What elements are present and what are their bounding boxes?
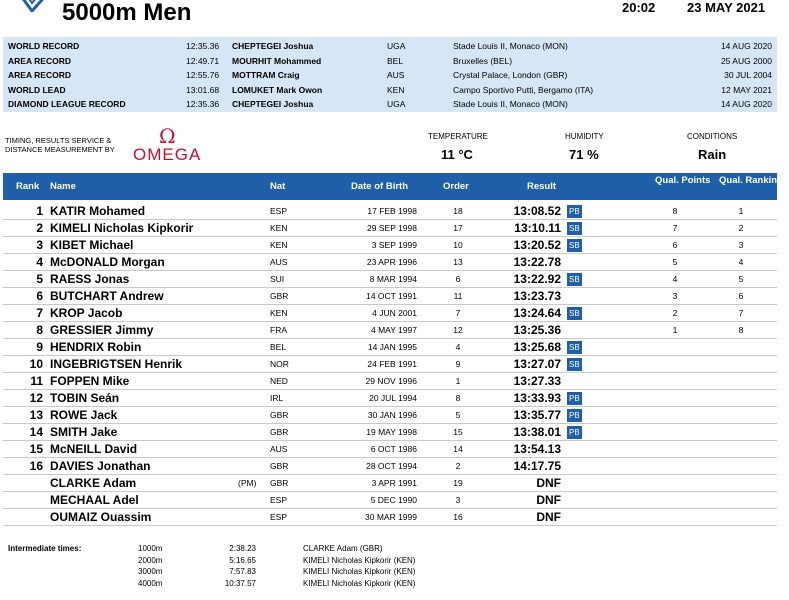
table-row [3,271,777,288]
record-row [3,39,777,53]
athlete-nat: GBR [270,427,289,437]
record-badge: SB [569,309,580,318]
result-rank: 6 [36,289,43,303]
start-order: 18 [453,206,463,216]
athlete-dob: 30 JAN 1996 [367,410,417,420]
table-row [3,220,777,237]
athlete-dob: 4 MAY 1997 [371,325,417,335]
athlete-name: GRESSIER Jimmy [50,323,154,337]
start-order: 14 [453,444,463,454]
table-row [3,390,777,407]
temperature-value: 11 °C [441,147,473,162]
record-badge: SB [569,241,580,250]
result-time: 13:22.78 [513,255,561,269]
table-row [3,356,777,373]
split-time: 10:37.57 [224,578,256,588]
timing-credit-line1: TIMING, RESULTS SERVICE & [5,136,112,145]
athlete-name: McDONALD Morgan [50,255,165,269]
table-row [3,492,777,509]
result-time: 13:08.52 [513,204,561,218]
result-rank: 12 [29,391,43,405]
record-venue: Stade Louis II, Monaco (MON) [453,99,568,109]
qual-ranking: 6 [738,291,744,301]
records-panel [3,37,777,112]
qual-points: 6 [672,240,678,250]
athlete-nat: AUS [270,257,288,267]
record-nat: UGA [387,99,406,109]
record-badge: PB [569,411,580,420]
humidity-label: HUMIDITY [565,132,604,141]
header-qual-ranking: Qual. Ranking [719,175,783,186]
result-rank: 11 [30,374,43,388]
athlete-nat: KEN [270,240,288,250]
qual-points: 7 [672,223,678,233]
humidity-value: 71 % [569,147,599,162]
record-category: WORLD RECORD [8,41,80,51]
result-rank: 1 [36,204,43,218]
record-category: AREA RECORD [8,55,71,66]
result-rank: 5 [36,272,43,286]
table-row [3,475,777,492]
split-leader: KIMELI Nicholas Kipkorir (KEN) [303,555,416,565]
header-qual-points: Qual. Points [655,175,711,186]
result-time: 13:25.68 [513,340,561,354]
athlete-dob: 3 SEP 1999 [371,240,417,250]
table-row [3,458,777,475]
omega-brand: OMEGA [133,145,202,164]
qual-points: 3 [672,291,678,301]
record-time: 12:55.76 [186,70,220,80]
result-time: 13:38.01 [513,425,561,439]
split-leader: CLARKE Adam (GBR) [303,544,383,553]
header-rank: Rank [16,181,40,192]
result-time: 13:20.52 [513,238,561,252]
athlete-dob: 8 MAR 1994 [369,274,417,284]
table-row [3,509,777,526]
result-rank: 16 [29,459,43,473]
athlete-nat: GBR [270,461,289,471]
qual-points: 8 [672,206,678,216]
intermediate-times-label: Intermediate times: [8,544,82,553]
start-order: 11 [453,291,463,301]
athlete-nat: SUI [270,274,285,284]
athlete-name: INGEBRIGTSEN Henrik [50,357,183,371]
table-row [3,407,777,424]
record-time: 13:01.68 [186,84,220,95]
record-row [3,68,777,82]
record-badge: SB [569,224,580,233]
athlete-nat: FRA [270,325,287,335]
record-time: 12:35.36 [186,41,220,51]
timing-credit-line2: DISTANCE MEASUREMENT BY [5,145,115,154]
header-dob: Date of Birth [351,181,408,192]
athlete-dob: 19 MAY 1998 [366,427,417,437]
record-nat: UGA [387,41,406,51]
athlete-name: KIBET Michael [50,238,134,252]
result-rank: 2 [36,221,43,235]
table-row [3,288,777,305]
result-time: 13:33.93 [513,391,561,405]
header-nat: Nat [270,181,286,192]
athlete-nat: KEN [270,308,288,318]
diamond-league-logo-icon [20,0,50,12]
start-order: 2 [455,461,461,471]
conditions-label: CONDITIONS [687,132,738,141]
record-badge: SB [569,360,580,369]
athlete-dob: 14 OCT 1991 [366,291,417,301]
result-rank: 8 [36,323,43,337]
record-holder: CHEPTEGEI Joshua [232,41,314,51]
conditions-value: Rain [698,147,727,162]
athlete-name: BUTCHART Andrew [50,289,164,303]
result-time: 13:27.33 [513,374,561,388]
record-holder: LOMUKET Mark Owon [232,84,323,95]
athlete-nat: NOR [270,359,289,369]
athlete-name: TOBIN Seán [50,391,120,405]
record-time: 12:35.36 [186,99,220,109]
athlete-dob: 14 JAN 1995 [367,342,417,352]
start-order: 12 [453,325,463,335]
qual-points: 2 [672,308,678,318]
athlete-dob: 3 APR 1991 [371,478,417,488]
record-holder: MOTTRAM Craig [232,70,300,80]
qual-ranking: 3 [738,240,744,250]
start-order: 16 [453,512,463,522]
qual-ranking: 7 [738,308,744,318]
record-badge: PB [569,207,580,216]
result-rank: 4 [36,255,43,269]
result-time: 13:24.64 [513,306,561,320]
record-nat: AUS [387,70,405,80]
athlete-name: KATIR Mohamed [50,204,146,218]
result-rank: 3 [36,238,43,252]
record-category: WORLD LEAD [8,84,66,95]
results-table-header [3,173,783,200]
start-order: 19 [453,478,463,488]
table-row [3,305,777,322]
athlete-name: FOPPEN Mike [50,374,130,388]
result-time: DNF [536,476,561,490]
athlete-nat: NED [270,376,288,386]
athlete-nat: KEN [270,223,288,233]
athlete-name: DAVIES Jonathan [50,459,151,473]
result-rank: 13 [29,408,43,422]
athlete-nat: IRL [270,393,284,403]
athlete-name: KIMELI Nicholas Kipkorir [50,221,194,235]
result-time: 13:35.77 [513,408,561,422]
athlete-dob: 23 APR 1996 [366,257,417,267]
qual-points: 4 [672,274,678,284]
athlete-dob: 29 NOV 1996 [365,376,417,386]
athlete-dob: 30 MAR 1999 [365,512,417,522]
split-leader: KIMELI Nicholas Kipkorir (KEN) [303,567,416,576]
athlete-name: ROWE Jack [50,408,118,422]
event-date: 23 MAY 2021 [687,0,766,15]
result-rank: 9 [36,340,43,354]
athlete-nat: ESP [270,495,288,505]
result-time: DNF [536,493,561,507]
event-time: 20:02 [622,0,656,15]
table-row [3,203,777,220]
athlete-dob: 5 DEC 1990 [370,495,417,505]
result-time: 13:27.07 [513,357,561,371]
athlete-nat: AUS [270,444,288,454]
split-distance: 2000m [138,555,163,565]
record-holder: MOURHIT Mohammed [232,55,322,66]
athlete-dob: 4 JUN 2001 [372,308,417,318]
record-row [3,54,777,68]
table-row [3,322,777,339]
athlete-name: McNEILL David [50,442,138,456]
athlete-dob: 20 JUL 1994 [369,393,417,403]
start-order: 1 [455,376,461,386]
athlete-name: OUMAIZ Ouassim [50,510,152,524]
result-rank: 10 [29,357,43,371]
start-order: 8 [455,393,461,403]
result-time: DNF [536,510,561,524]
pacemaker-tag: (PM) [238,478,257,488]
record-row [3,97,777,111]
split-time: 5:16.65 [229,555,256,565]
start-order: 15 [453,427,463,437]
start-order: 13 [453,257,463,267]
start-order: 9 [455,359,461,369]
table-row [3,339,777,356]
split-time: 7:57.83 [229,567,256,576]
table-row [3,424,777,441]
table-row [3,441,777,458]
athlete-dob: 29 SEP 1998 [367,223,417,233]
temperature-label: TEMPERATURE [428,132,488,141]
record-category: DIAMOND LEAGUE RECORD [8,99,126,109]
record-date: 14 AUG 2020 [720,99,772,109]
omega-logo-icon: Ω [159,124,176,148]
athlete-name: KROP Jacob [50,306,123,320]
split-distance: 3000m [138,567,163,576]
record-badge: SB [569,275,580,284]
record-category: AREA RECORD [8,70,71,80]
start-order: 7 [455,308,461,318]
qual-ranking: 8 [738,325,744,335]
athlete-nat: ESP [270,512,288,522]
record-date: 14 AUG 2020 [720,41,772,51]
record-badge: SB [569,343,580,352]
athlete-dob: 6 OCT 1986 [370,444,417,454]
athlete-dob: 24 FEB 1991 [367,359,417,369]
record-row [3,83,777,97]
record-badge: PB [569,428,580,437]
start-order: 6 [455,274,461,284]
qual-ranking: 4 [738,257,744,267]
result-time: 13:23.73 [513,289,561,303]
athlete-nat: GBR [270,478,289,488]
qual-ranking: 2 [738,223,744,233]
start-order: 3 [455,495,461,505]
split-distance: 1000m [138,544,163,553]
qual-ranking: 5 [738,274,744,284]
header-order: Order [443,181,469,192]
start-order: 10 [453,240,463,250]
record-venue: Crystal Palace, London (GBR) [453,70,568,80]
athlete-nat: ESP [270,206,288,216]
athlete-name: RAESS Jonas [50,272,130,286]
athlete-dob: 17 FEB 1998 [367,206,417,216]
record-time: 12:49.71 [186,55,220,66]
athlete-nat: GBR [270,410,289,420]
record-venue: Campo Sportivo Putti, Bergamo (ITA) [453,84,594,95]
page-header [0,0,789,36]
qual-points: 1 [672,325,678,335]
start-order: 4 [455,342,461,352]
record-nat: KEN [387,84,405,95]
table-row [3,254,777,271]
split-time: 2:38.23 [229,544,256,553]
result-rank: 7 [36,306,43,320]
start-order: 5 [455,410,461,420]
athlete-nat: GBR [270,291,289,301]
result-rank: 15 [29,442,43,456]
record-badge: PB [569,394,580,403]
header-result: Result [527,181,557,192]
record-date: 30 JUL 2004 [724,70,772,80]
results-table-body [3,203,777,526]
result-time: 13:54.13 [513,442,561,456]
athlete-name: MECHAAL Adel [50,493,139,507]
athlete-nat: BEL [270,342,287,352]
athlete-name: CLARKE Adam [50,476,137,490]
record-nat: BEL [387,55,404,66]
result-time: 14:17.75 [513,459,561,473]
event-title: 5000m Men [62,0,192,26]
timing-credit [5,136,115,154]
record-venue: Stade Louis II, Monaco (MON) [453,41,568,51]
header-name: Name [50,181,76,192]
split-distance: 4000m [138,578,163,588]
record-date: 25 AUG 2000 [720,55,772,66]
start-order: 17 [453,223,463,233]
table-row [3,237,777,254]
athlete-name: SMITH Jake [50,425,118,439]
athlete-name: HENDRIX Robin [50,340,142,354]
split-leader: KIMELI Nicholas Kipkorir (KEN) [303,578,416,588]
record-holder: CHEPTEGEI Joshua [232,99,314,109]
result-time: 13:10.11 [514,221,561,235]
qual-points: 5 [672,257,678,267]
result-time: 13:25.36 [513,323,561,337]
record-date: 12 MAY 2021 [721,84,772,95]
result-rank: 14 [29,425,43,439]
record-venue: Bruxelles (BEL) [453,55,513,66]
result-time: 13:22.92 [513,272,561,286]
table-row [3,373,777,390]
qual-ranking: 1 [738,206,744,216]
athlete-dob: 28 OCT 1994 [366,461,417,471]
